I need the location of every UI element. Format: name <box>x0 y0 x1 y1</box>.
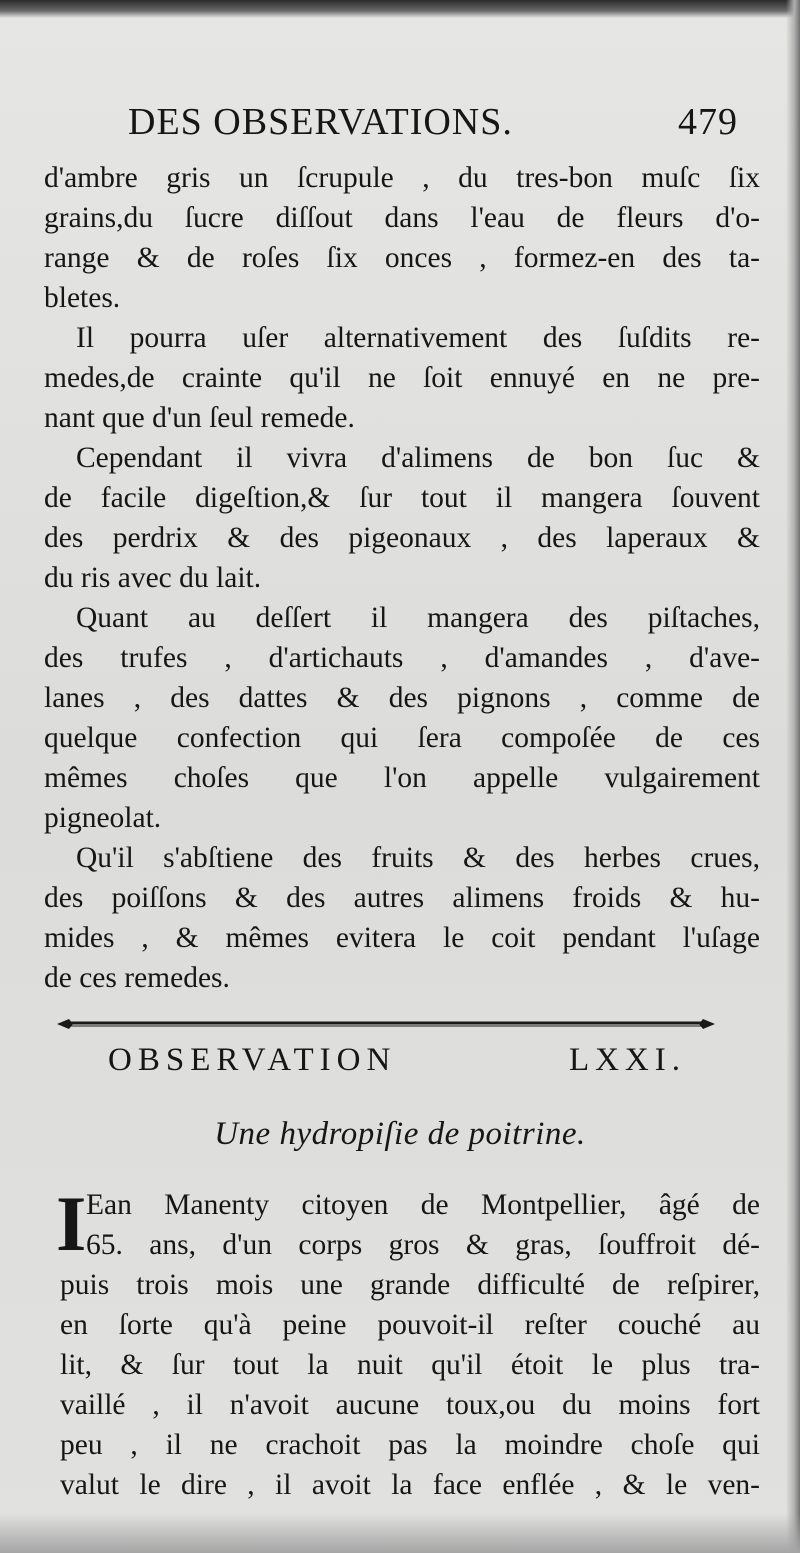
text-line: des poiſſons & des autres alimens froids & hu- <box>44 882 760 914</box>
text-line: d'ambre gris un ſcrupule , du tres-bon muſc ſix <box>44 162 760 194</box>
text-line: nant que d'un ſeul remede. <box>44 402 355 434</box>
text-line: lanes , des dattes & des pignons , comme de <box>44 682 760 714</box>
text-line: bletes. <box>44 282 121 314</box>
text-line: grains,du ſucre diſſout dans l'eau de fleurs d'o- <box>44 202 760 234</box>
text-line: des perdrix & des pigeonaux , des laperaux & <box>44 522 760 554</box>
text-line: mêmes choſes que l'on appelle vulgairement <box>44 762 760 794</box>
text-line: valut le dire , il avoit la face enflée , & le ven- <box>60 1469 760 1501</box>
text-line: mides , & mêmes evitera le coit pendant l'uſage <box>44 922 760 954</box>
text-line: Qu'il s'abſtiene des fruits & des herbes crues, <box>76 842 760 874</box>
text-line: range & de roſes ſix onces , formez-en des ta- <box>44 242 760 274</box>
drop-cap: I <box>56 1180 87 1267</box>
text-line: vaillé , il n'avoit aucune toux,ou du moins fort <box>60 1389 760 1421</box>
scan-bottom-shadow <box>0 1513 800 1553</box>
observation-subtitle: Une hydropiſie de poitrine. <box>214 1116 586 1152</box>
text-line: du ris avec du lait. <box>44 562 262 594</box>
text-line: 65. ans, d'un corps gros & gras, ſouffroit dé- <box>86 1229 760 1261</box>
page-number: 479 <box>678 101 738 143</box>
observation-heading <box>108 1042 686 1092</box>
text-line: peu , il ne crachoit pas la moindre choſe qui <box>60 1429 760 1461</box>
text-line: de ces remedes. <box>44 962 230 994</box>
text-line: Ean Manenty citoyen de Montpellier, âgé de <box>86 1189 760 1221</box>
observation-number: LXXI. <box>568 1042 686 1078</box>
text-line: en ſorte qu'à peine pouvoit-il reſter couché au <box>60 1309 760 1341</box>
running-title: DES OBSERVATIONS. <box>128 101 513 143</box>
text-line: Il pourra uſer alternativement des ſuſdits re- <box>76 322 760 354</box>
text-line: des trufes , d'artichauts , d'amandes , d'ave- <box>44 642 760 674</box>
text-block-top <box>44 158 760 998</box>
text-line: de facile digeſtion,& ſur tout il mangera ſouvent <box>44 482 760 514</box>
text-line: medes,de crainte qu'il ne ſoit ennuyé en ne pre- <box>44 362 760 394</box>
section-rule <box>55 1016 717 1032</box>
text-line: Quant au deſſert il mangera des piſtaches, <box>76 602 760 634</box>
text-line: quelque confection qui ſera compoſée de ces <box>44 722 760 754</box>
text-line: Cependant il vivra d'alimens de bon ſuc & <box>76 442 760 474</box>
scan-top-shadow <box>0 0 800 18</box>
scan-page-edge <box>786 0 800 1553</box>
text-line: pigneolat. <box>44 802 162 834</box>
observation-label: OBSERVATION <box>108 1042 397 1078</box>
running-head <box>128 100 748 156</box>
text-block-bottom <box>56 1180 760 1505</box>
text-line: lit, & ſur tout la nuit qu'il étoit le plus tra- <box>60 1349 760 1381</box>
text-line: puis trois mois une grande difficulté de reſpirer, <box>60 1269 760 1301</box>
